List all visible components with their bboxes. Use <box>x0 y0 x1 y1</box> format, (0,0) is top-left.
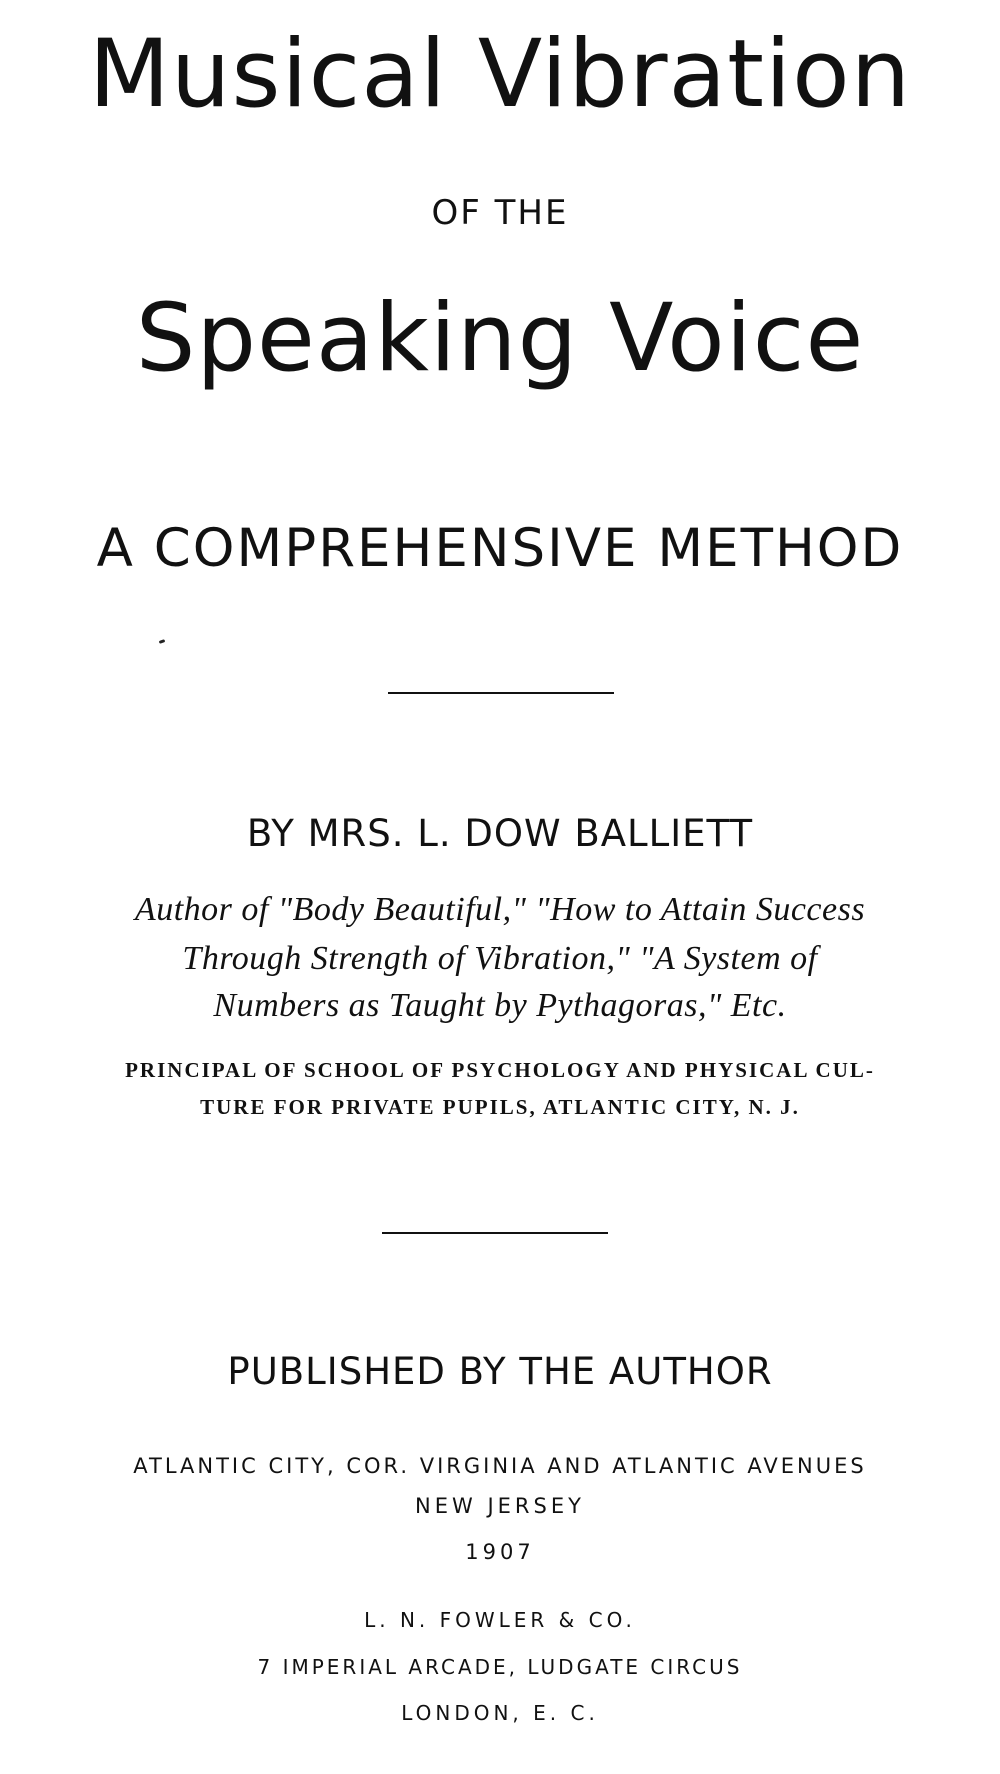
title-line-3: Speaking Voice <box>135 284 865 393</box>
publisher-address-line-2: NEW JERSEY <box>415 1494 585 1518</box>
publisher-statement: PUBLISHED BY THE AUTHOR <box>227 1350 773 1393</box>
divider-bottom <box>382 1232 608 1234</box>
author-works-line-3: Numbers as Taught by Pythagoras," Etc. <box>213 987 787 1024</box>
agent-address: 7 IMPERIAL ARCADE, LUDGATE CIRCUS <box>257 1655 743 1679</box>
author-position-line-2: TURE FOR PRIVATE PUPILS, ATLANTIC CITY, N. J. <box>200 1095 800 1119</box>
author-position-line-1: PRINCIPAL OF SCHOOL OF PSYCHOLOGY AND PHYSICAL CUL- <box>125 1058 875 1082</box>
divider-top <box>388 692 614 694</box>
print-speck <box>159 639 166 644</box>
author-works-line-1: Author of "Body Beautiful," "How to Attain Success <box>134 891 866 928</box>
title-line-1: Musical Vibration <box>88 20 912 129</box>
agent-name: L. N. FOWLER & CO. <box>364 1608 636 1632</box>
title-line-2: OF THE <box>431 193 569 233</box>
author-byline: BY MRS. L. DOW BALLIETT <box>246 812 754 855</box>
author-works-line-2: Through Strength of Vibration," "A System of <box>182 940 818 977</box>
agent-city: LONDON, E. C. <box>401 1701 599 1725</box>
publisher-address-line-1: ATLANTIC CITY, COR. VIRGINIA AND ATLANTIC AVENUES <box>133 1454 867 1478</box>
subtitle: A COMPREHENSIVE METHOD <box>96 518 904 579</box>
publication-year: 1907 <box>465 1540 535 1564</box>
